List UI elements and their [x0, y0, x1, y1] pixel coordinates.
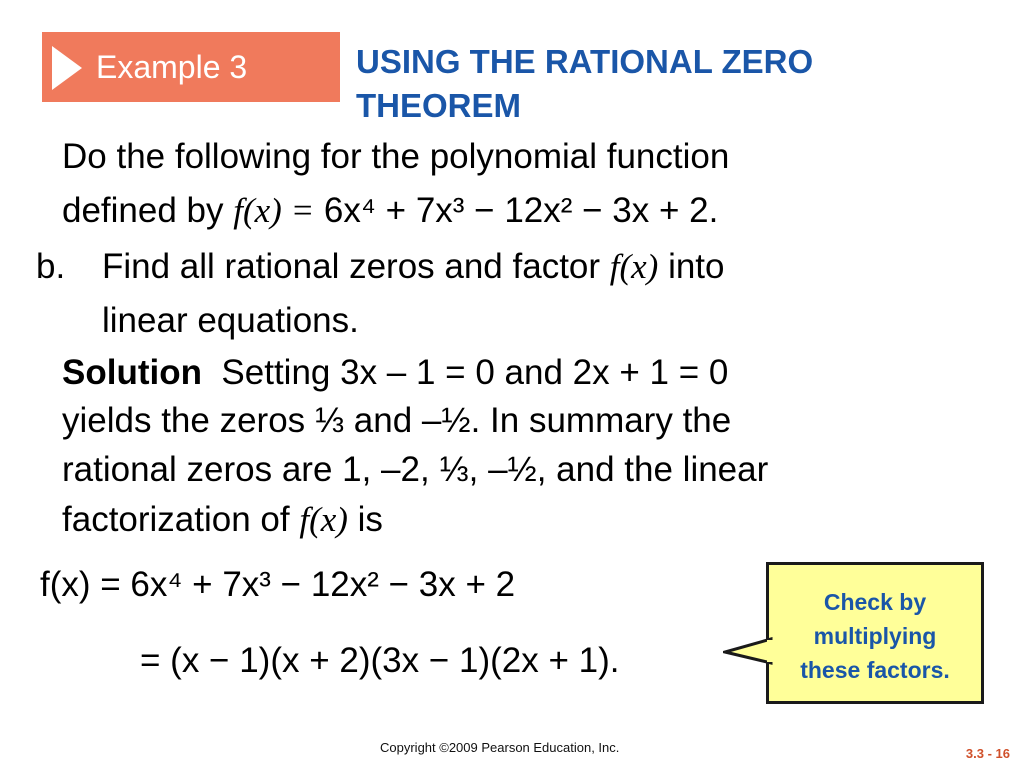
- solution-line-2: yields the zeros ⅓ and –½. In summary the: [62, 401, 732, 440]
- page-number: 3.3 - 16: [965, 746, 1010, 761]
- part-b-end: into: [658, 247, 725, 286]
- solution-line-1: [62, 352, 728, 394]
- part-b-text: Find all rational zeros and factor: [102, 247, 610, 286]
- solution-end: is: [347, 500, 383, 539]
- part-b-line-2: linear equations.: [102, 301, 359, 340]
- check-callout: [766, 562, 984, 704]
- part-b-line-1: [102, 246, 725, 288]
- intro-prefix: defined by: [62, 191, 234, 230]
- intro-period: .: [708, 191, 719, 230]
- intro-line-1: Do the following for the polynomial function: [62, 137, 730, 176]
- badge-label: Example 3: [96, 49, 248, 85]
- solution-text-4: factorization of: [62, 500, 300, 539]
- example-badge: [42, 32, 340, 102]
- intro-line-2: [62, 190, 718, 232]
- solution-heading: Solution: [62, 353, 202, 392]
- solution-text-1: Setting 3x – 1 = 0 and 2x + 1 = 0: [221, 353, 729, 392]
- slide-title: USING THE RATIONAL ZERO THEOREM: [356, 43, 814, 124]
- function-rhs: 6x⁴ + 7x³ − 12x² − 3x + 2: [323, 191, 709, 230]
- callout-line-3: these factors.: [800, 657, 950, 683]
- solution-line-3: rational zeros are 1, –2, ⅓, –½, and the linear: [62, 450, 769, 489]
- equation-line-1: f(x) = 6x⁴ + 7x³ − 12x² − 3x + 2: [40, 565, 516, 604]
- function-lhs: f(x) =: [233, 191, 315, 230]
- copyright-text: Copyright ©2009 Pearson Education, Inc.: [380, 740, 620, 755]
- equation-line-2: = (x − 1)(x + 2)(3x − 1)(2x + 1).: [140, 641, 620, 680]
- part-b-marker: b.: [36, 247, 66, 286]
- part-b-fx: f(x): [609, 247, 659, 286]
- solution-line-4: [62, 499, 383, 541]
- solution-fx: f(x): [299, 500, 348, 539]
- callout-pointer-icon: [723, 637, 773, 667]
- callout-line-2: multiplying: [813, 623, 937, 649]
- callout-line-1: Check by: [823, 589, 927, 615]
- play-arrow-icon: [52, 46, 82, 90]
